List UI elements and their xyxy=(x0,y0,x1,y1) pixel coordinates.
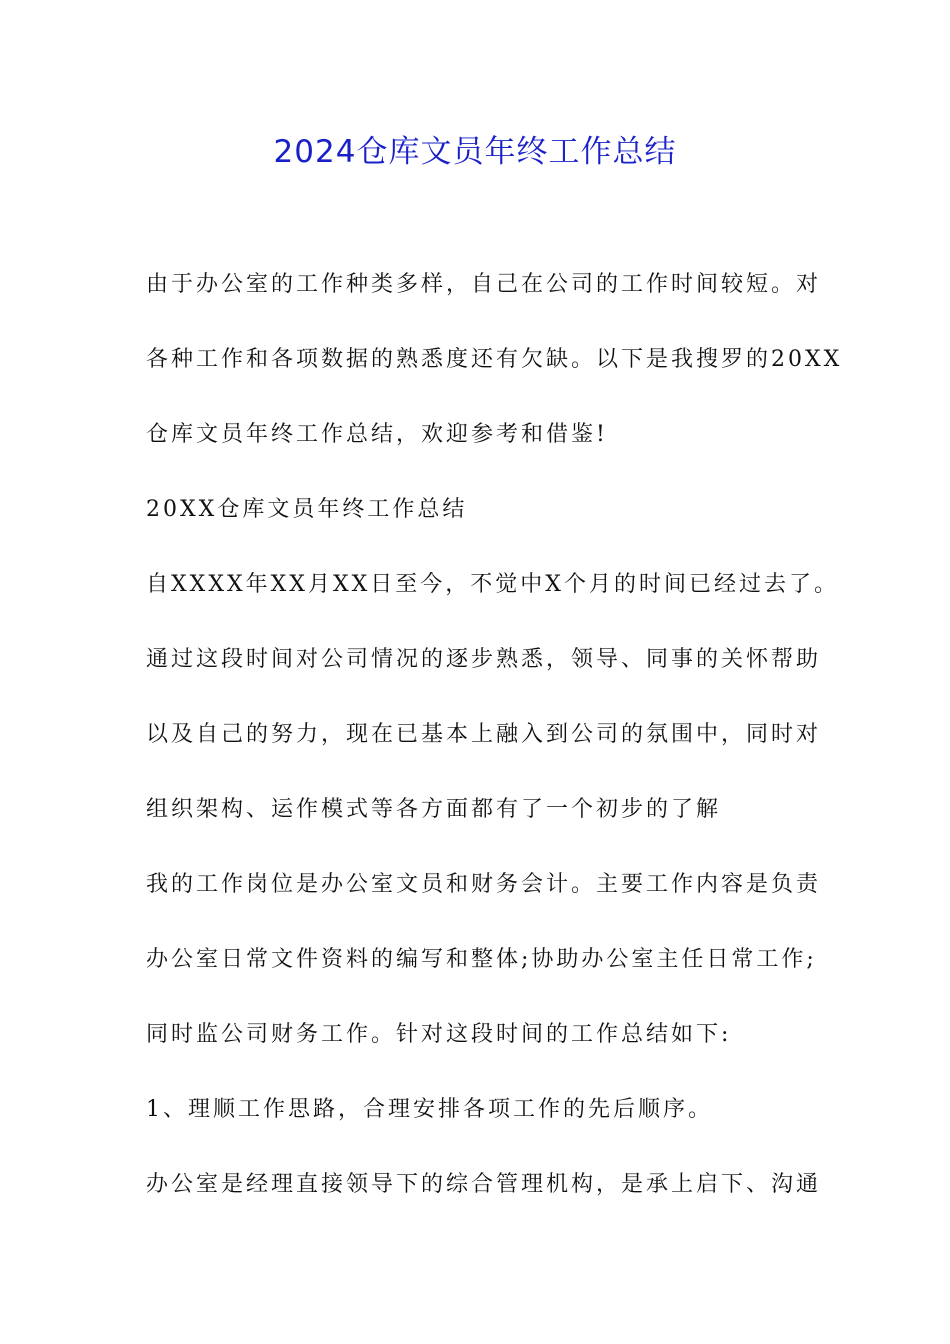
body-line-5: 自XXXX年XX月XX日至今，不觉中X个月的时间已经过去了。 xyxy=(146,572,839,597)
body-line-3: 仓库文员年终工作总结，欢迎参考和借鉴! xyxy=(146,422,608,447)
body-line-8: 组织架构、运作模式等各方面都有了一个初步的了解 xyxy=(146,797,722,822)
section-heading: 20XX仓库文员年终工作总结 xyxy=(146,497,468,522)
body-line-6: 通过这段时间对公司情况的逐步熟悉，领导、同事的关怀帮助 xyxy=(146,647,822,672)
body-line-2: 各种工作和各项数据的熟悉度还有欠缺。以下是我搜罗的20XX xyxy=(146,347,843,372)
list-item-1: 1、理顺工作思路，合理安排各项工作的先后顺序。 xyxy=(146,1097,713,1122)
body-line-1: 由于办公室的工作种类多样，自己在公司的工作时间较短。对 xyxy=(146,272,822,297)
body-line-11: 同时监公司财务工作。针对这段时间的工作总结如下: xyxy=(146,1022,732,1047)
body-line-9: 我的工作岗位是办公室文员和财务会计。主要工作内容是负责 xyxy=(146,872,822,897)
document-title: 2024仓库文员年终工作总结 xyxy=(273,134,677,170)
body-line-13: 办公室是经理直接领导下的综合管理机构，是承上启下、沟通 xyxy=(146,1172,822,1197)
body-line-7: 以及自己的努力，现在已基本上融入到公司的氛围中，同时对 xyxy=(146,722,822,747)
body-line-10: 办公室日常文件资料的编写和整体;协助办公室主任日常工作; xyxy=(146,947,817,972)
